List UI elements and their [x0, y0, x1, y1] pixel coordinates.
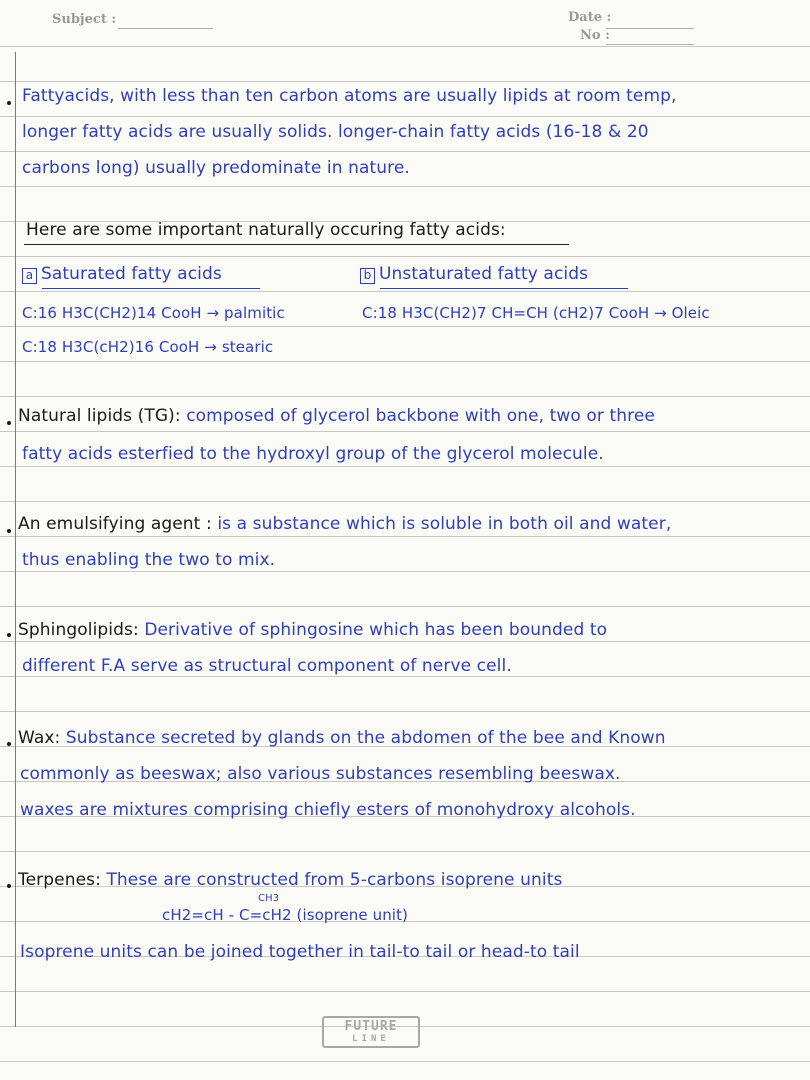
- emulsifying-term: An emulsifying agent :: [18, 514, 212, 534]
- natural-lipids-text: composed of glycerol backbone with one, two or three: [186, 406, 655, 426]
- box-label-a: a: [22, 268, 37, 284]
- saturated-title-text: Saturated fatty acids: [41, 264, 222, 284]
- wax-line-1: [18, 728, 666, 748]
- wax-term: Wax:: [18, 728, 61, 748]
- sphingolipids-line-2: different F.A serve as structural component of nerve cell.: [22, 656, 512, 676]
- terpenes-line-3: Isoprene units can be joined together in tail-to tail or head-to tail: [20, 942, 580, 962]
- wax-line-2: commonly as beeswax; also various substances resembling beeswax.: [20, 764, 621, 784]
- unsaturated-underline: [380, 288, 628, 289]
- logo-text-bottom: LINE: [352, 1034, 390, 1044]
- oleic-row: C:18 H3C(CH2)7 CH=CH (cH2)7 CooH → Oleic: [362, 304, 710, 322]
- sphingolipids-term: Sphingolipids:: [18, 620, 139, 640]
- emulsifying-text: is a substance which is soluble in both oil and water,: [217, 514, 672, 534]
- no-label: No :: [580, 28, 610, 43]
- isoprene-ch3: CH3: [258, 893, 280, 904]
- subject-label: Subject :: [52, 12, 117, 27]
- saturated-title: [22, 264, 222, 284]
- logo-text-top: FUTURE: [344, 1019, 398, 1034]
- date-label: Date :: [568, 10, 612, 25]
- sphingolipids-line-1: [18, 620, 607, 640]
- emulsifying-line-1: [18, 514, 671, 534]
- fatty-acids-line-2: longer fatty acids are usually solids. longer-chain fatty acids (16-18 & 20: [22, 122, 649, 142]
- bullet: [7, 101, 11, 105]
- sphingolipids-text: Derivative of sphingosine which has been bounded to: [144, 620, 608, 640]
- date-line: [606, 28, 694, 29]
- fatty-acids-line-1: Fattyacids, with less than ten carbon atoms are usually lipids at room temp,: [22, 86, 677, 106]
- emulsifying-line-2: thus enabling the two to mix.: [22, 550, 276, 570]
- terpenes-line-1: [18, 870, 562, 890]
- heading-underline: [24, 244, 569, 245]
- fatty-acids-line-3: carbons long) usually predominate in nature.: [22, 158, 410, 178]
- bullet: [7, 633, 11, 637]
- terpenes-term: Terpenes:: [18, 870, 101, 890]
- bullet: [7, 421, 11, 425]
- bullet: [7, 884, 11, 888]
- margin-line: [15, 52, 16, 1027]
- unsaturated-title-text: Unstaturated fatty acids: [379, 264, 589, 284]
- saturated-underline: [42, 288, 260, 289]
- natural-lipids-term: Natural lipids (TG):: [18, 406, 181, 426]
- no-line: [606, 44, 694, 45]
- wax-text: Substance secreted by glands on the abdomen of the bee and Known: [65, 728, 666, 748]
- bullet: [7, 529, 11, 533]
- natural-lipids-line-1: [18, 406, 655, 426]
- subject-line: [118, 28, 213, 29]
- bullet: [7, 742, 11, 746]
- palmitic-row: C:16 H3C(CH2)14 CooH → palmitic: [22, 304, 285, 322]
- isoprene-formula: cH2=cH - C=cH2 (isoprene unit): [162, 906, 409, 924]
- future-line-logo: [322, 1016, 420, 1048]
- natural-lipids-line-2: fatty acids esterfied to the hydroxyl group of the glycerol molecule.: [22, 444, 604, 464]
- wax-line-3: waxes are mixtures comprising chiefly esters of monohydroxy alcohols.: [20, 800, 636, 820]
- stearic-row: C:18 H3C(cH2)16 CooH → stearic: [22, 338, 274, 356]
- important-heading: Here are some important naturally occuring fatty acids:: [26, 220, 506, 240]
- unsaturated-title: [360, 264, 588, 284]
- terpenes-text: These are constructed from 5-carbons isoprene units: [106, 870, 563, 890]
- box-label-b: b: [360, 268, 375, 284]
